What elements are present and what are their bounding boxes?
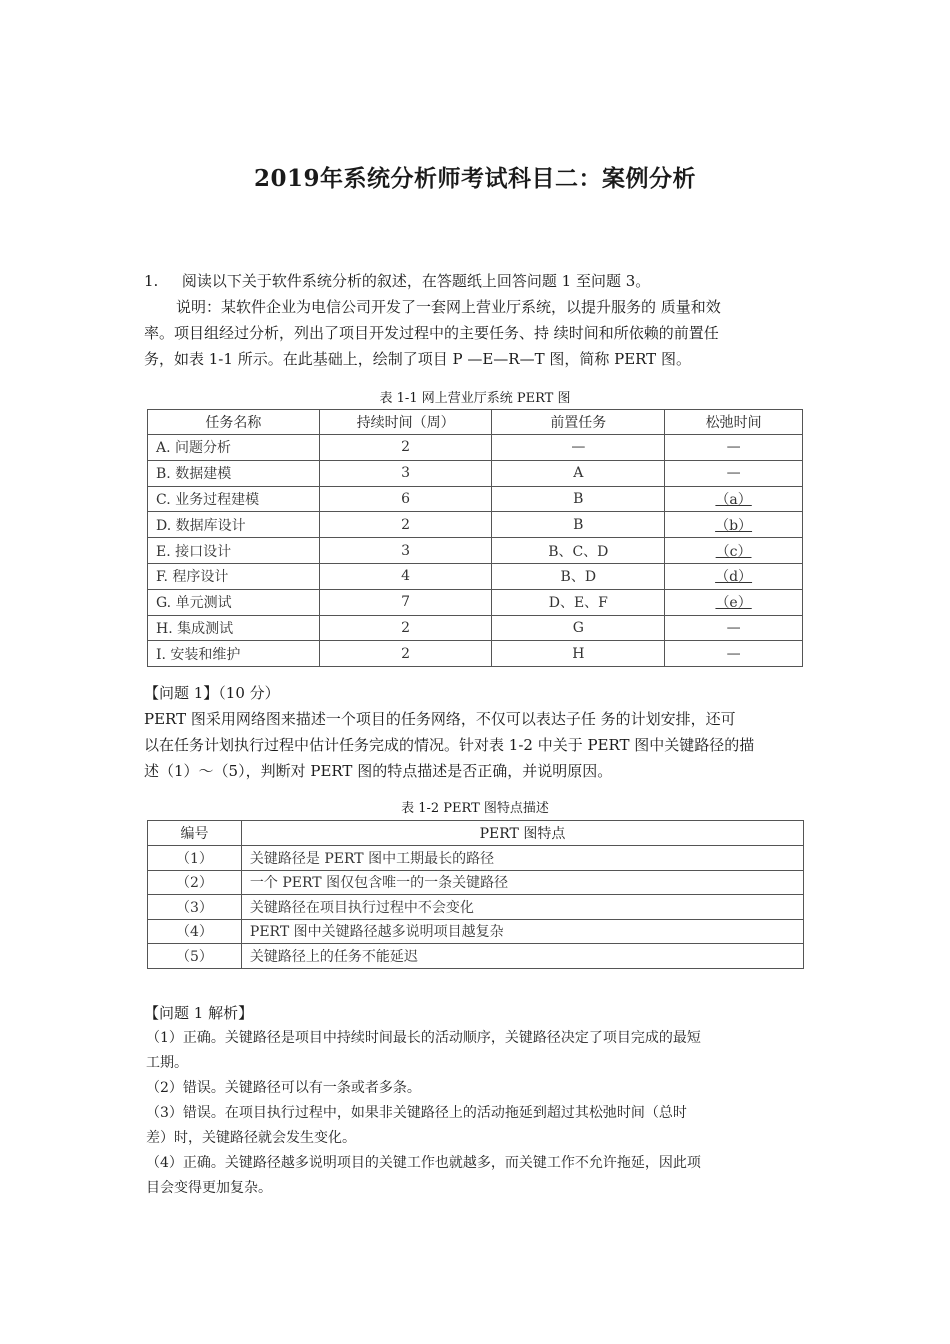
feature-number: （1） <box>148 846 242 871</box>
question-number: 1. <box>144 272 159 290</box>
table-row <box>148 538 803 564</box>
description-line-1: 说明：某软件企业为电信公司开发了一套网上营业厅系统，以提升服务的 质量和效 <box>176 298 721 316</box>
analysis-item-4 <box>146 1151 806 1201</box>
task-slack: — <box>665 615 803 641</box>
column-header: 前置任务 <box>492 410 665 435</box>
description-line-2: 率。项目组经过分析，列出了项目开发过程中的主要任务、持 续时间和所依赖的前置任 <box>144 324 719 342</box>
task-predecessor: B、C、D <box>492 538 665 564</box>
analysis-item-2 <box>146 1076 806 1101</box>
task-duration: 3 <box>319 538 492 564</box>
analysis-line: 差）时，关键路径就会发生变化。 <box>146 1130 356 1146</box>
task-name: C. 业务过程建模 <box>148 486 320 512</box>
feature-text: 关键路径在项目执行过程中不会变化 <box>241 895 803 920</box>
pert-task-table <box>147 409 803 667</box>
feature-text: 一个 PERT 图仅包含唯一的一条关键路径 <box>241 870 803 895</box>
analysis-line: （1）正确。关键路径是项目中持续时间最长的活动顺序，关键路径决定了项目完成的最短 <box>146 1030 701 1046</box>
table-row <box>148 846 804 871</box>
column-header: 任务名称 <box>148 410 320 435</box>
task-name: B. 数据建模 <box>148 460 320 486</box>
task-duration: 2 <box>319 641 492 667</box>
table-row <box>148 460 803 486</box>
table-header-row <box>148 821 804 846</box>
feature-text: 关键路径上的任务不能延迟 <box>241 944 803 969</box>
task-predecessor: A <box>492 460 665 486</box>
task-slack: — <box>665 435 803 461</box>
table-row <box>148 435 803 461</box>
table-header-row <box>148 410 803 435</box>
task-duration: 7 <box>319 589 492 615</box>
table-row <box>148 512 803 538</box>
feature-text: PERT 图中关键路径越多说明项目越复杂 <box>241 919 803 944</box>
table-row <box>148 895 804 920</box>
column-header: 持续时间（周） <box>319 410 492 435</box>
task-duration: 6 <box>319 486 492 512</box>
task-slack-blank: （b） <box>665 512 803 538</box>
task-duration: 3 <box>319 460 492 486</box>
task-predecessor: B <box>492 512 665 538</box>
table2-caption: 表 1-2 PERT 图特点描述 <box>401 801 549 816</box>
task-name: G. 单元测试 <box>148 589 320 615</box>
task-name: I. 安装和维护 <box>148 641 320 667</box>
task-duration: 2 <box>319 512 492 538</box>
analysis-item-3 <box>146 1101 806 1151</box>
column-header: PERT 图特点 <box>241 821 803 846</box>
analysis-line: 目会变得更加复杂。 <box>146 1180 272 1196</box>
feature-text: 关键路径是 PERT 图中工期最长的路径 <box>241 846 803 871</box>
analysis-header: 【问题 1 解析】 <box>144 1004 254 1022</box>
table-row <box>148 944 804 969</box>
feature-number: （4） <box>148 919 242 944</box>
table-row <box>148 870 804 895</box>
table-row <box>148 589 803 615</box>
task-predecessor: D、E、F <box>492 589 665 615</box>
question1-line-3: 述（1）～（5），判断对 PERT 图的特点描述是否正确，并说明原因。 <box>144 762 613 780</box>
table-row <box>148 919 804 944</box>
feature-number: （3） <box>148 895 242 920</box>
task-slack-blank: （a） <box>665 486 803 512</box>
task-predecessor: B、D <box>492 563 665 589</box>
analysis-line: （3）错误。在项目执行过程中，如果非关键路径上的活动拖延到超过其松弛时间（总时 <box>146 1105 687 1121</box>
feature-number: （2） <box>148 870 242 895</box>
task-name: H. 集成测试 <box>148 615 320 641</box>
task-predecessor: B <box>492 486 665 512</box>
task-name: A. 问题分析 <box>148 435 320 461</box>
task-slack-blank: （e） <box>665 589 803 615</box>
task-slack-blank: （d） <box>665 563 803 589</box>
column-header: 编号 <box>148 821 242 846</box>
table1-caption: 表 1-1 网上营业厅系统 PERT 图 <box>379 391 571 406</box>
description-line-3: 务，如表 1-1 所示。在此基础上，绘制了项目 P —E—R—T 图，简称 PERT 图。 <box>144 350 691 368</box>
question1-header: 【问题 1】（10 分） <box>144 684 280 702</box>
table-row <box>148 641 803 667</box>
analysis-line: 工期。 <box>146 1055 188 1071</box>
table-row <box>148 563 803 589</box>
question1-line-2: 以在任务计划执行过程中估计任务完成的情况。针对表 1-2 中关于 PERT 图中关键路径的描 <box>144 736 755 754</box>
column-header: 松弛时间 <box>665 410 803 435</box>
analysis-line: （2）错误。关键路径可以有一条或者多条。 <box>146 1080 421 1096</box>
task-duration: 2 <box>319 615 492 641</box>
task-name: E. 接口设计 <box>148 538 320 564</box>
question-intro <box>144 268 808 294</box>
question-intro-text: 阅读以下关于软件系统分析的叙述，在答题纸上回答问题 1 至问题 3。 <box>181 272 651 290</box>
task-name: F. 程序设计 <box>148 563 320 589</box>
page-title: 2019年系统分析师考试科目二：案例分析 <box>253 165 696 192</box>
task-slack: — <box>665 460 803 486</box>
task-predecessor: H <box>492 641 665 667</box>
feature-number: （5） <box>148 944 242 969</box>
task-slack-blank: （c） <box>665 538 803 564</box>
analysis-line: （4）正确。关键路径越多说明项目的关键工作也就越多，而关键工作不允许拖延，因此项 <box>146 1155 701 1171</box>
task-predecessor: G <box>492 615 665 641</box>
pert-feature-table <box>147 820 804 969</box>
question1-line-1: PERT 图采用网络图来描述一个项目的任务网络，不仅可以表达子任 务的计划安排，还可 <box>144 710 736 728</box>
task-duration: 2 <box>319 435 492 461</box>
table-row <box>148 486 803 512</box>
task-name: D. 数据库设计 <box>148 512 320 538</box>
task-duration: 4 <box>319 563 492 589</box>
task-slack: — <box>665 641 803 667</box>
task-predecessor: — <box>492 435 665 461</box>
analysis-item-1 <box>146 1026 806 1076</box>
table-row <box>148 615 803 641</box>
